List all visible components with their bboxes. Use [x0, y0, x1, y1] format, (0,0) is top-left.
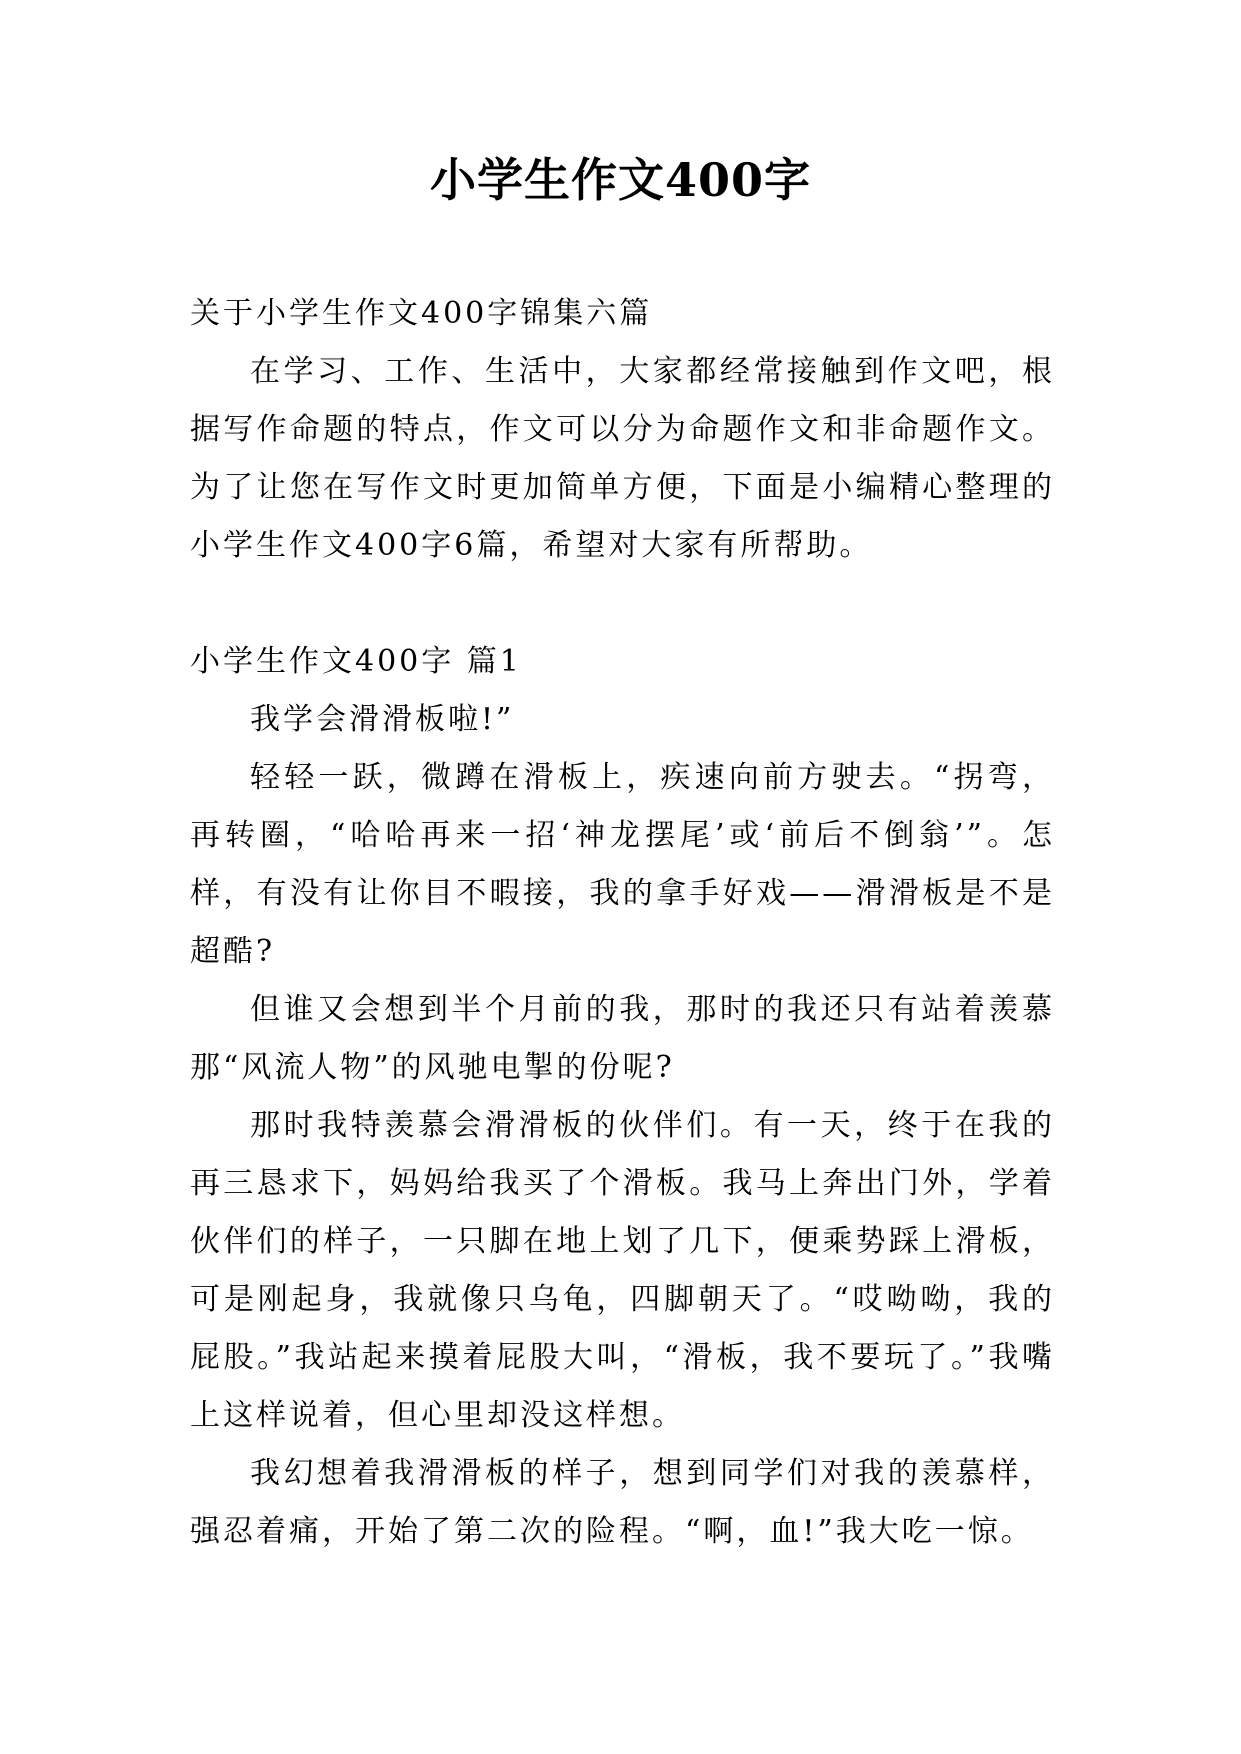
intro-heading: 关于小学生作文400字锦集六篇 [190, 296, 653, 331]
section1-paragraph: 我学会滑滑板啦!” [250, 702, 515, 737]
section-spacer [190, 575, 1055, 633]
section1-paragraph: 我幻想着我滑滑板的样子，想到同学们对我的羡慕样，强忍着痛，开始了第二次的险程。“啊，血!”我大吃一惊。 [190, 1456, 1055, 1549]
section1-paragraph: 轻轻一跃，微蹲在滑板上，疾速向前方驶去。“拐弯，再转圈，“哈哈再来一招‘神龙摆尾’或‘前后不倒翁’”。怎样，有没有让你目不暇接，我的拿手好戏——滑滑板是不是超酷? [190, 760, 1055, 969]
section1-paragraph: 但谁又会想到半个月前的我，那时的我还只有站着羡慕那“风流人物”的风驰电掣的份呢? [190, 992, 1055, 1085]
section1-heading: 小学生作文400字 篇1 [190, 644, 522, 679]
section1-paragraph: 那时我特羡慕会滑滑板的伙伴们。有一天，终于在我的再三恳求下，妈妈给我买了个滑板。我马上奔出门外，学着伙伴们的样子，一只脚在地上划了几下，便乘势踩上滑板，可是刚起身，我就像只乌龟，四脚朝天了。“哎呦呦，我的屁股。”我站起来摸着屁股大叫，“滑板，我不要玩了。”我嘴上这样说着，但心里却没这样想。 [190, 1108, 1055, 1433]
document-body [190, 285, 1055, 1561]
intro-paragraph: 在学习、工作、生活中，大家都经常接触到作文吧，根据写作命题的特点，作文可以分为命题作文和非命题作文。为了让您在写作文时更加简单方便，下面是小编精心整理的小学生作文400字6篇，希望对大家有所帮助。 [190, 354, 1055, 563]
document-title: 小学生作文400字 [429, 153, 812, 207]
